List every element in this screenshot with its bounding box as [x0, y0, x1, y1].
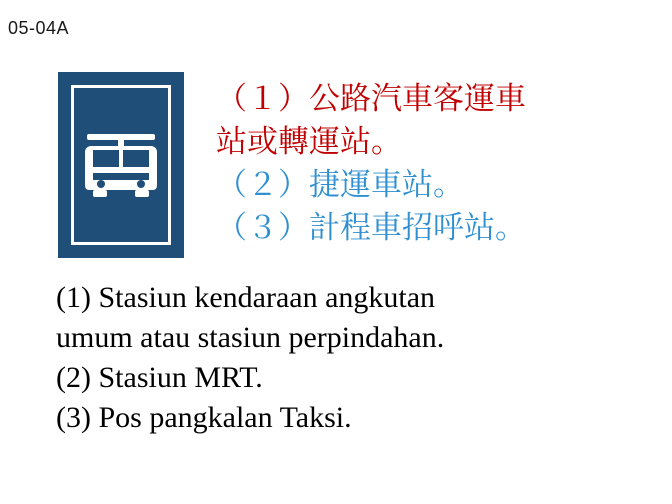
- bus-station-sign: [58, 72, 184, 258]
- indonesian-text-block: [56, 278, 666, 438]
- slide-code-label: 05-04A: [8, 18, 70, 38]
- bus-front-icon: [79, 130, 163, 200]
- chinese-line: （１）公路汽車客運車: [216, 81, 526, 117]
- chinese-line: 站或轉運站。: [216, 124, 402, 160]
- indonesian-line: (1) Stasiun kendaraan angkutan: [56, 281, 436, 314]
- chinese-line: （３）計程車招呼站。: [216, 210, 526, 246]
- sign-inner-border: [71, 85, 171, 245]
- indonesian-line: (2) Stasiun MRT.: [56, 361, 263, 394]
- chinese-line: （２）捷運車站。: [216, 167, 464, 203]
- indonesian-line: umum atau stasiun perpindahan.: [56, 321, 445, 354]
- indonesian-line: (3) Pos pangkalan Taksi.: [56, 401, 352, 434]
- chinese-text-block: [216, 78, 668, 250]
